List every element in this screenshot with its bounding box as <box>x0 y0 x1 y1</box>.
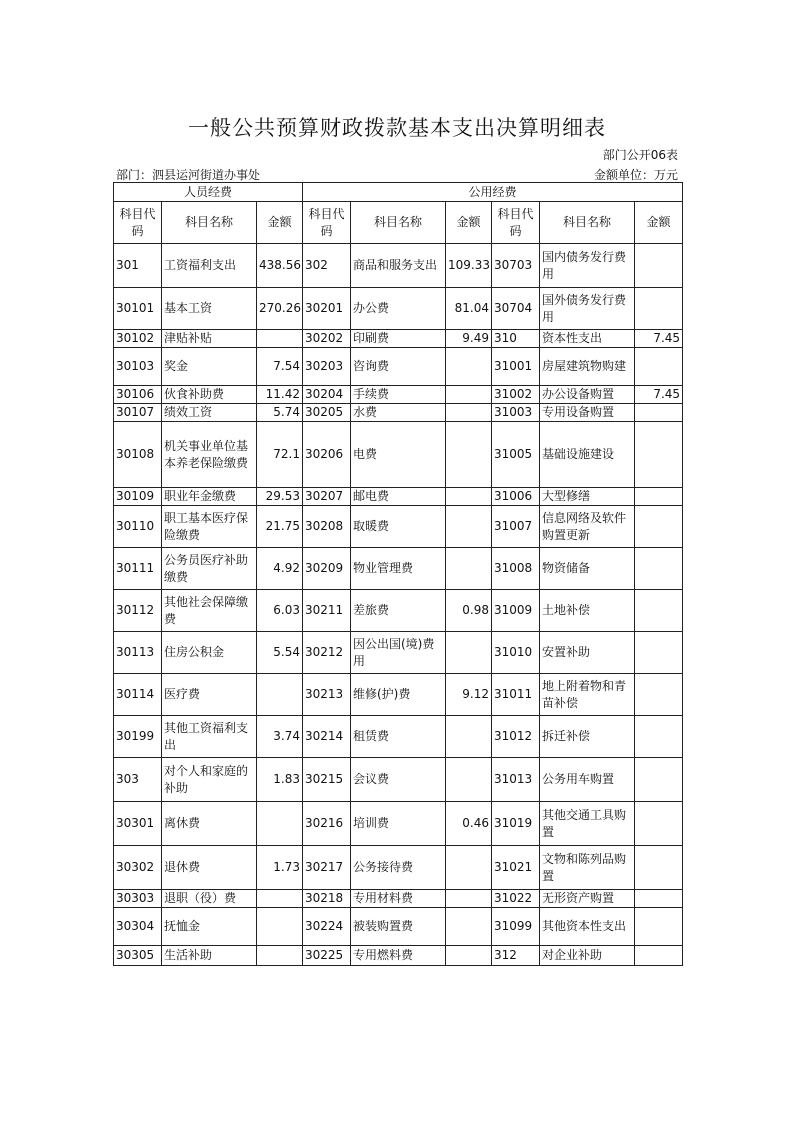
account-name-cell: 抚恤金 <box>162 908 257 946</box>
account-name-cell: 拆迁补偿 <box>540 716 635 758</box>
column-header-name: 科目名称 <box>540 202 635 244</box>
account-name-cell: 咨询费 <box>351 348 446 386</box>
amount-cell: 438.56 <box>257 244 303 288</box>
account-code-cell: 31010 <box>492 632 540 674</box>
amount-cell <box>446 386 492 404</box>
account-name-cell: 对企业补助 <box>540 946 635 966</box>
table-row <box>114 908 683 946</box>
account-name-cell: 房屋建筑物购建 <box>540 348 635 386</box>
column-header-amount: 金额 <box>257 202 303 244</box>
account-name-cell: 信息网络及软件购置更新 <box>540 506 635 548</box>
account-name-cell: 其他社会保障缴费 <box>162 590 257 632</box>
budget-table <box>113 182 683 966</box>
amount-cell <box>635 908 683 946</box>
amount-cell <box>446 890 492 908</box>
amount-cell: 5.74 <box>257 404 303 422</box>
amount-cell <box>257 330 303 348</box>
account-name-cell: 职业年金缴费 <box>162 488 257 506</box>
account-name-cell: 津贴补贴 <box>162 330 257 348</box>
account-code-cell: 30303 <box>114 890 162 908</box>
account-code-cell: 31008 <box>492 548 540 590</box>
amount-cell <box>446 404 492 422</box>
account-code-cell: 30112 <box>114 590 162 632</box>
account-code-cell: 31009 <box>492 590 540 632</box>
amount-cell <box>446 946 492 966</box>
amount-cell: 81.04 <box>446 288 492 330</box>
account-name-cell: 公务接待费 <box>351 846 446 890</box>
table-row <box>114 488 683 506</box>
account-name-cell: 其他资本性支出 <box>540 908 635 946</box>
account-name-cell: 退休费 <box>162 846 257 890</box>
account-name-cell: 安置补助 <box>540 632 635 674</box>
account-name-cell: 会议费 <box>351 758 446 802</box>
account-name-cell: 维修(护)费 <box>351 674 446 716</box>
account-code-cell: 30224 <box>303 908 351 946</box>
amount-cell <box>257 946 303 966</box>
account-name-cell: 退职（役）费 <box>162 890 257 908</box>
amount-cell <box>635 632 683 674</box>
amount-cell <box>635 846 683 890</box>
account-code-cell: 30215 <box>303 758 351 802</box>
amount-cell <box>446 348 492 386</box>
amount-cell: 270.26 <box>257 288 303 330</box>
account-code-cell: 30225 <box>303 946 351 966</box>
unit-label: 金额单位：万元 <box>593 168 678 182</box>
account-code-cell: 30111 <box>114 548 162 590</box>
account-name-cell: 培训费 <box>351 802 446 846</box>
column-header-name: 科目名称 <box>162 202 257 244</box>
table-row <box>114 548 683 590</box>
account-code-cell: 30304 <box>114 908 162 946</box>
amount-cell: 7.45 <box>635 386 683 404</box>
amount-cell <box>635 946 683 966</box>
account-code-cell: 30201 <box>303 288 351 330</box>
account-code-cell: 30301 <box>114 802 162 846</box>
account-code-cell: 30199 <box>114 716 162 758</box>
amount-cell: 0.98 <box>446 590 492 632</box>
amount-cell <box>635 288 683 330</box>
amount-cell <box>635 890 683 908</box>
account-name-cell: 基本工资 <box>162 288 257 330</box>
amount-cell <box>635 758 683 802</box>
amount-cell <box>446 846 492 890</box>
amount-cell: 3.74 <box>257 716 303 758</box>
table-row <box>114 846 683 890</box>
account-code-cell: 31019 <box>492 802 540 846</box>
account-code-cell: 31011 <box>492 674 540 716</box>
amount-cell: 9.12 <box>446 674 492 716</box>
table-row <box>114 244 683 288</box>
account-code-cell: 30103 <box>114 348 162 386</box>
account-code-cell: 31007 <box>492 506 540 548</box>
account-name-cell: 专用设备购置 <box>540 404 635 422</box>
account-code-cell: 310 <box>492 330 540 348</box>
account-name-cell: 专用燃料费 <box>351 946 446 966</box>
account-code-cell: 30205 <box>303 404 351 422</box>
amount-cell: 5.54 <box>257 632 303 674</box>
column-header-code: 科目代码 <box>492 202 540 244</box>
account-code-cell: 30107 <box>114 404 162 422</box>
amount-cell: 4.92 <box>257 548 303 590</box>
account-name-cell: 其他交通工具购置 <box>540 802 635 846</box>
account-name-cell: 生活补助 <box>162 946 257 966</box>
account-code-cell: 303 <box>114 758 162 802</box>
account-name-cell: 文物和陈列品购置 <box>540 846 635 890</box>
department-label: 部门：泗县运河街道办事处 <box>116 168 261 182</box>
account-code-cell: 30209 <box>303 548 351 590</box>
account-code-cell: 30211 <box>303 590 351 632</box>
account-name-cell: 机关事业单位基本养老保险缴费 <box>162 422 257 488</box>
account-name-cell: 手续费 <box>351 386 446 404</box>
column-header-amount: 金额 <box>635 202 683 244</box>
amount-cell <box>257 802 303 846</box>
account-name-cell: 因公出国(境)费用 <box>351 632 446 674</box>
amount-cell <box>635 590 683 632</box>
amount-cell <box>446 632 492 674</box>
account-code-cell: 30218 <box>303 890 351 908</box>
account-code-cell: 301 <box>114 244 162 288</box>
account-code-cell: 30114 <box>114 674 162 716</box>
account-code-cell: 31099 <box>492 908 540 946</box>
account-name-cell: 办公费 <box>351 288 446 330</box>
account-name-cell: 无形资产购置 <box>540 890 635 908</box>
amount-cell <box>446 506 492 548</box>
account-code-cell: 30109 <box>114 488 162 506</box>
amount-cell <box>635 802 683 846</box>
table-number: 部门公开06表 <box>602 148 678 162</box>
account-name-cell: 国内债务发行费用 <box>540 244 635 288</box>
group-header-row <box>114 183 683 202</box>
table-row <box>114 758 683 802</box>
account-name-cell: 大型修缮 <box>540 488 635 506</box>
account-code-cell: 30207 <box>303 488 351 506</box>
column-header-code: 科目代码 <box>303 202 351 244</box>
amount-cell: 1.73 <box>257 846 303 890</box>
amount-cell <box>446 758 492 802</box>
column-header-amount: 金额 <box>446 202 492 244</box>
account-name-cell: 资本性支出 <box>540 330 635 348</box>
amount-cell <box>446 422 492 488</box>
amount-cell: 7.45 <box>635 330 683 348</box>
account-name-cell: 被装购置费 <box>351 908 446 946</box>
group-header-public: 公用经费 <box>303 183 683 202</box>
account-code-cell: 30202 <box>303 330 351 348</box>
account-code-cell: 30203 <box>303 348 351 386</box>
amount-cell <box>635 422 683 488</box>
account-code-cell: 31002 <box>492 386 540 404</box>
account-name-cell: 基础设施建设 <box>540 422 635 488</box>
account-name-cell: 电费 <box>351 422 446 488</box>
account-code-cell: 31021 <box>492 846 540 890</box>
page-title: 一般公共预算财政拨款基本支出决算明细表 <box>188 116 606 140</box>
amount-cell: 6.03 <box>257 590 303 632</box>
account-code-cell: 312 <box>492 946 540 966</box>
account-name-cell: 公务员医疗补助缴费 <box>162 548 257 590</box>
account-name-cell: 办公设备购置 <box>540 386 635 404</box>
amount-cell <box>635 548 683 590</box>
amount-cell: 0.46 <box>446 802 492 846</box>
account-code-cell: 30212 <box>303 632 351 674</box>
amount-cell <box>257 890 303 908</box>
account-code-cell: 30214 <box>303 716 351 758</box>
account-code-cell: 30206 <box>303 422 351 488</box>
account-name-cell: 物业管理费 <box>351 548 446 590</box>
account-code-cell: 30204 <box>303 386 351 404</box>
group-header-personnel: 人员经费 <box>114 183 303 202</box>
amount-cell <box>446 488 492 506</box>
budget-table-body <box>114 244 683 966</box>
column-header-row <box>114 202 683 244</box>
amount-cell <box>635 488 683 506</box>
account-code-cell: 30213 <box>303 674 351 716</box>
table-row <box>114 946 683 966</box>
account-name-cell: 公务用车购置 <box>540 758 635 802</box>
amount-cell: 11.42 <box>257 386 303 404</box>
table-row <box>114 632 683 674</box>
amount-cell <box>635 244 683 288</box>
account-code-cell: 30102 <box>114 330 162 348</box>
account-name-cell: 商品和服务支出 <box>351 244 446 288</box>
table-row <box>114 506 683 548</box>
account-name-cell: 邮电费 <box>351 488 446 506</box>
amount-cell <box>635 716 683 758</box>
account-name-cell: 职工基本医疗保险缴费 <box>162 506 257 548</box>
table-row <box>114 422 683 488</box>
account-code-cell: 30108 <box>114 422 162 488</box>
amount-cell <box>635 348 683 386</box>
account-code-cell: 31005 <box>492 422 540 488</box>
amount-cell <box>446 908 492 946</box>
account-code-cell: 31022 <box>492 890 540 908</box>
amount-cell: 109.33 <box>446 244 492 288</box>
column-header-code: 科目代码 <box>114 202 162 244</box>
account-code-cell: 30703 <box>492 244 540 288</box>
column-header-name: 科目名称 <box>351 202 446 244</box>
table-row <box>114 716 683 758</box>
account-code-cell: 30302 <box>114 846 162 890</box>
account-code-cell: 31006 <box>492 488 540 506</box>
account-code-cell: 31003 <box>492 404 540 422</box>
table-row <box>114 404 683 422</box>
table-row <box>114 348 683 386</box>
account-code-cell: 30208 <box>303 506 351 548</box>
amount-cell <box>257 908 303 946</box>
amount-cell <box>446 548 492 590</box>
table-row <box>114 802 683 846</box>
account-name-cell: 其他工资福利支出 <box>162 716 257 758</box>
account-name-cell: 奖金 <box>162 348 257 386</box>
table-row <box>114 890 683 908</box>
account-name-cell: 水费 <box>351 404 446 422</box>
account-name-cell: 工资福利支出 <box>162 244 257 288</box>
account-name-cell: 绩效工资 <box>162 404 257 422</box>
account-name-cell: 国外债务发行费用 <box>540 288 635 330</box>
amount-cell: 7.54 <box>257 348 303 386</box>
amount-cell <box>635 506 683 548</box>
account-code-cell: 30305 <box>114 946 162 966</box>
amount-cell <box>635 674 683 716</box>
account-name-cell: 地上附着物和青苗补偿 <box>540 674 635 716</box>
account-code-cell: 31001 <box>492 348 540 386</box>
account-name-cell: 住房公积金 <box>162 632 257 674</box>
amount-cell: 1.83 <box>257 758 303 802</box>
table-row <box>114 288 683 330</box>
account-name-cell: 医疗费 <box>162 674 257 716</box>
table-row <box>114 590 683 632</box>
account-code-cell: 30704 <box>492 288 540 330</box>
amount-cell: 72.1 <box>257 422 303 488</box>
amount-cell: 29.53 <box>257 488 303 506</box>
account-code-cell: 30106 <box>114 386 162 404</box>
account-code-cell: 31013 <box>492 758 540 802</box>
account-code-cell: 30216 <box>303 802 351 846</box>
table-row <box>114 674 683 716</box>
account-name-cell: 土地补偿 <box>540 590 635 632</box>
table-row <box>114 330 683 348</box>
account-name-cell: 伙食补助费 <box>162 386 257 404</box>
account-name-cell: 专用材料费 <box>351 890 446 908</box>
account-name-cell: 租赁费 <box>351 716 446 758</box>
account-code-cell: 30113 <box>114 632 162 674</box>
amount-cell: 9.49 <box>446 330 492 348</box>
amount-cell: 21.75 <box>257 506 303 548</box>
account-code-cell: 302 <box>303 244 351 288</box>
account-name-cell: 取暖费 <box>351 506 446 548</box>
account-name-cell: 差旅费 <box>351 590 446 632</box>
account-name-cell: 物资储备 <box>540 548 635 590</box>
account-code-cell: 30101 <box>114 288 162 330</box>
account-code-cell: 31012 <box>492 716 540 758</box>
account-code-cell: 30110 <box>114 506 162 548</box>
amount-cell <box>635 404 683 422</box>
table-row <box>114 386 683 404</box>
amount-cell <box>446 716 492 758</box>
account-name-cell: 印刷费 <box>351 330 446 348</box>
account-name-cell: 对个人和家庭的补助 <box>162 758 257 802</box>
amount-cell <box>257 674 303 716</box>
account-name-cell: 离休费 <box>162 802 257 846</box>
account-code-cell: 30217 <box>303 846 351 890</box>
